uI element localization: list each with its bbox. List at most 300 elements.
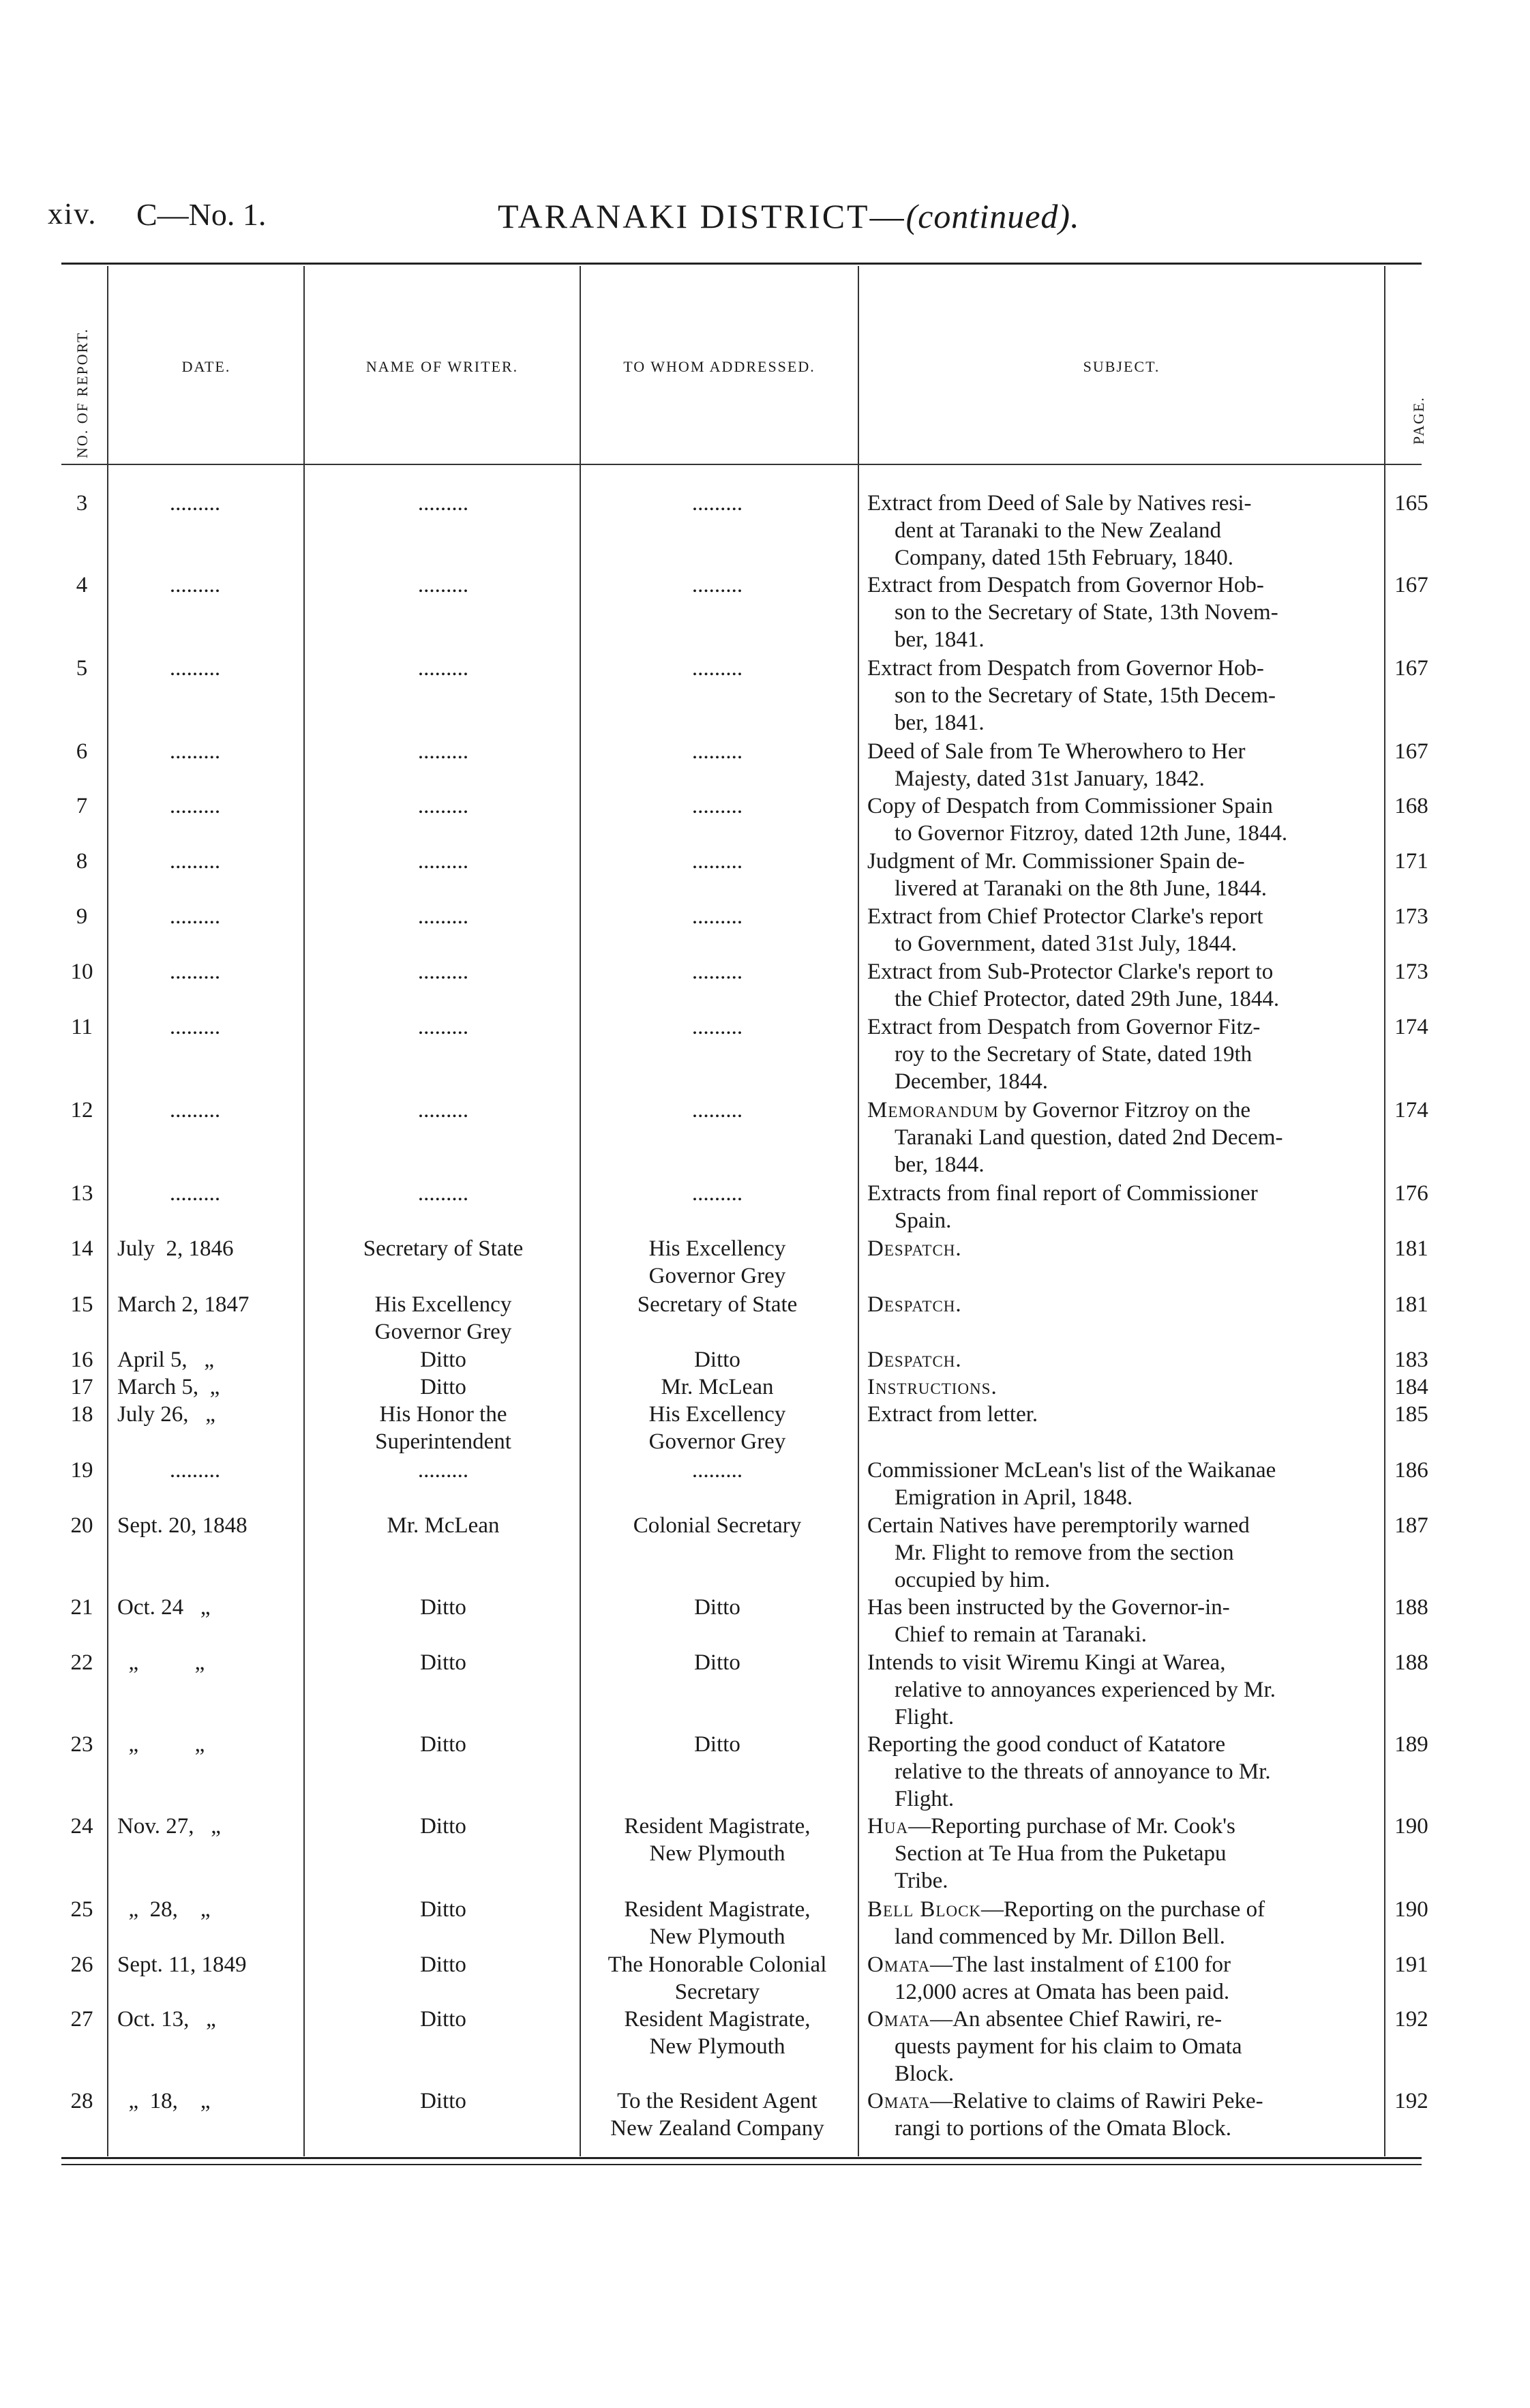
writer-line: His Excellency — [374, 1292, 512, 1317]
page-number: 171 — [1394, 849, 1428, 874]
subject-text: quests payment for his claim to Omata — [895, 2034, 1242, 2059]
subject — [867, 1097, 1380, 1178]
report-date: ......... — [169, 739, 221, 764]
page-number: 188 — [1394, 1650, 1428, 1675]
col-header-writer: NAME OF WRITER. — [365, 358, 519, 375]
subject-heading: Omata — [867, 1952, 931, 1977]
subject-line — [867, 1649, 1380, 1676]
subject-line — [867, 820, 1380, 847]
subject-line — [867, 517, 1380, 544]
addressee-line: New Plymouth — [649, 1841, 785, 1866]
writer-name — [310, 1235, 576, 1262]
subject-text: occupied by him. — [895, 1568, 1051, 1592]
page-number: 165 — [1394, 491, 1428, 516]
subject-line — [867, 738, 1380, 765]
addressee — [581, 1813, 854, 1867]
subject-line — [867, 1346, 1380, 1373]
page-header — [48, 196, 1425, 251]
report-number: 11 — [71, 1015, 93, 1039]
subject-line — [867, 1867, 1380, 1894]
subject — [867, 1346, 1380, 1373]
subject-text: —Relative to claims of Rawiri Peke- — [930, 2089, 1263, 2113]
page-title — [498, 196, 1080, 236]
header-rule — [61, 464, 1422, 465]
addressee — [581, 1401, 854, 1455]
addressee-line: Mr. McLean — [661, 1375, 774, 1399]
subject-text: Judgment of Mr. Commissioner Spain de- — [867, 849, 1245, 874]
writer-name — [310, 1813, 576, 1840]
report-number: 7 — [76, 794, 88, 818]
addressee-line: Resident Magistrate, — [624, 1897, 811, 1922]
page-number: 173 — [1394, 904, 1428, 929]
addressee-line: Resident Magistrate, — [624, 2007, 811, 2032]
subject-line — [867, 1951, 1380, 1978]
subject-text: Extract from Despatch from Governor Hob- — [867, 573, 1264, 597]
subject-text: to Government, dated 31st July, 1844. — [895, 932, 1237, 956]
subject-text: ber, 1841. — [895, 711, 985, 735]
report-date: „ 28, „ — [117, 1897, 211, 1922]
subject-text: Company, dated 15th February, 1840. — [895, 546, 1234, 570]
report-date: ......... — [169, 1015, 221, 1039]
subject-text: Extract from Chief Protector Clarke's report — [867, 904, 1263, 929]
writer-name: ......... — [417, 849, 469, 874]
subject-line — [867, 1235, 1380, 1262]
subject-text: Emigration in April, 1848. — [895, 1485, 1133, 1510]
subject-heading: Despatch. — [867, 1292, 962, 1317]
addressee-line: Ditto — [694, 1650, 740, 1675]
subject-line — [867, 571, 1380, 599]
writer-name — [310, 1373, 576, 1401]
subject-line — [867, 958, 1380, 985]
subject-text: Block. — [895, 2062, 955, 2086]
subject-text: Taranaki Land question, dated 2nd Decem- — [895, 1125, 1283, 1150]
addressee: ......... — [691, 1458, 743, 1483]
addressee-line: New Zealand Company — [610, 2116, 824, 2141]
document-reference: C—No. 1. — [136, 197, 267, 232]
column-divider — [580, 266, 581, 2156]
subject-line — [867, 1151, 1380, 1178]
subject-text: Extract from Deed of Sale by Natives resi- — [867, 491, 1252, 516]
subject-line — [867, 1041, 1380, 1068]
subject — [867, 1457, 1380, 1511]
page-number: 174 — [1394, 1098, 1428, 1123]
page-number: 183 — [1394, 1348, 1428, 1372]
subject-heading: Hua — [867, 1814, 909, 1839]
writer-line: Ditto — [420, 1814, 466, 1839]
report-date: „ 18, „ — [117, 2089, 211, 2113]
writer-name: ......... — [417, 794, 469, 818]
subject-line — [867, 1207, 1380, 1234]
subject — [867, 848, 1380, 902]
subject — [867, 1896, 1380, 1950]
col-header-to: TO WHOM ADDRESSED. — [623, 358, 815, 375]
page-number: 167 — [1394, 573, 1428, 597]
writer-name — [310, 1401, 576, 1455]
page-number: 190 — [1394, 1814, 1428, 1839]
subject-line — [867, 2087, 1380, 2115]
page-number: 192 — [1394, 2089, 1428, 2113]
report-number: 8 — [76, 849, 88, 874]
subject-line — [867, 1512, 1380, 1539]
writer-name — [310, 2006, 576, 2033]
addressee — [581, 1291, 854, 1318]
addressee: ......... — [691, 491, 743, 516]
subject-heading: Memorandum — [867, 1098, 999, 1123]
addressee — [581, 1512, 854, 1539]
subject-line — [867, 1180, 1380, 1207]
subject — [867, 1401, 1380, 1428]
subject-heading: Instructions. — [867, 1375, 997, 1399]
addressee: ......... — [691, 573, 743, 597]
bottom-rule — [61, 2157, 1422, 2159]
addressee: ......... — [691, 794, 743, 818]
addressee — [581, 1731, 854, 1758]
subject-line — [867, 792, 1380, 820]
addressee-line: Ditto — [694, 1732, 740, 1757]
addressee-line: Resident Magistrate, — [624, 1814, 811, 1839]
subject-heading: Despatch. — [867, 1236, 962, 1261]
addressee — [581, 1951, 854, 2006]
subject-line — [867, 709, 1380, 737]
writer-name: ......... — [417, 904, 469, 929]
subject — [867, 1951, 1380, 2006]
report-number: 22 — [70, 1650, 93, 1675]
subject-text: Extract from Despatch from Governor Fitz- — [867, 1015, 1261, 1039]
subject-line — [867, 2060, 1380, 2087]
subject-line — [867, 1758, 1380, 1785]
subject-line — [867, 1704, 1380, 1731]
report-number: 16 — [70, 1348, 93, 1372]
subject-heading: Omata — [867, 2007, 931, 2032]
report-number: 18 — [70, 1402, 93, 1427]
subject-text: Flight. — [895, 1705, 955, 1729]
subject-text: relative to annoyances experienced by Mr. — [895, 1678, 1276, 1702]
writer-name: ......... — [417, 1015, 469, 1039]
addressee: ......... — [691, 656, 743, 681]
addressee-line: Secretary of State — [637, 1292, 798, 1317]
subject-heading: Bell Block — [867, 1897, 982, 1922]
subject-text: to Governor Fitzroy, dated 12th June, 1844. — [895, 821, 1288, 846]
subject — [867, 1731, 1380, 1813]
subject — [867, 1594, 1380, 1648]
subject — [867, 1180, 1380, 1234]
subject — [867, 738, 1380, 792]
title-main: TARANAKI DISTRICT— — [498, 197, 906, 235]
col-header-subject: SUBJECT. — [1083, 358, 1160, 375]
subject-line — [867, 1097, 1380, 1124]
subject-text: —The last instalment of £100 for — [930, 1952, 1231, 1977]
report-date: ......... — [169, 573, 221, 597]
subject-line — [867, 682, 1380, 709]
page-numeral: xiv. — [48, 197, 97, 231]
writer-line: Ditto — [420, 1897, 466, 1922]
subject-text: son to the Secretary of State, 13th Novem- — [895, 600, 1278, 625]
addressee-line: Secretary — [674, 1980, 760, 2004]
subject-line — [867, 2115, 1380, 2142]
writer-line: Ditto — [420, 2007, 466, 2032]
subject-line — [867, 1401, 1380, 1428]
addressee-line: The Honorable Colonial — [608, 1952, 827, 1977]
report-date: March 5, „ — [117, 1375, 220, 1399]
subject-line — [867, 1539, 1380, 1566]
addressee-line: New Plymouth — [649, 2034, 785, 2059]
addressee: ......... — [691, 960, 743, 984]
subject-line — [867, 1566, 1380, 1594]
subject-text: relative to the threats of annoyance to Mr. — [895, 1759, 1271, 1784]
writer-line: Ditto — [420, 1650, 466, 1675]
subject-line — [867, 1621, 1380, 1648]
subject-text: Section at Te Hua from the Puketapu — [895, 1841, 1227, 1866]
page-number: 181 — [1394, 1236, 1428, 1261]
subject-line — [867, 875, 1380, 902]
addressee: ......... — [691, 1181, 743, 1206]
report-date: Oct. 13, „ — [117, 2007, 216, 2032]
report-number: 25 — [70, 1897, 93, 1922]
subject-line — [867, 1978, 1380, 2006]
report-date: ......... — [169, 794, 221, 818]
addressee — [581, 1896, 854, 1950]
subject-line — [867, 1124, 1380, 1151]
subject-text: —Reporting purchase of Mr. Cook's — [908, 1814, 1235, 1839]
subject-text: dent at Taranaki to the New Zealand — [895, 518, 1222, 543]
addressee: ......... — [691, 1098, 743, 1123]
subject-text: —An absentee Chief Rawiri, re- — [930, 2007, 1222, 2032]
subject — [867, 571, 1380, 653]
writer-line: Secretary of State — [363, 1236, 524, 1261]
subject — [867, 490, 1380, 571]
addressee: ......... — [691, 739, 743, 764]
column-divider — [303, 266, 305, 2156]
subject-line — [867, 2006, 1380, 2033]
writer-name: ......... — [417, 960, 469, 984]
subject-line — [867, 1013, 1380, 1041]
page-number: 176 — [1394, 1181, 1428, 1206]
subject-text: 12,000 acres at Omata has been paid. — [895, 1980, 1230, 2004]
subject-text: livered at Taranaki on the 8th June, 1844. — [895, 876, 1268, 901]
subject-line — [867, 765, 1380, 792]
subject-text: Extract from Despatch from Governor Hob- — [867, 656, 1264, 681]
addressee — [581, 1594, 854, 1621]
subject-text: Chief to remain at Taranaki. — [895, 1622, 1148, 1647]
report-number: 23 — [70, 1732, 93, 1757]
column-divider — [1384, 266, 1385, 2156]
subject-line — [867, 655, 1380, 682]
writer-name: ......... — [417, 739, 469, 764]
subject-text: Tribe. — [895, 1869, 948, 1893]
column-divider — [858, 266, 859, 2156]
report-number: 9 — [76, 904, 88, 929]
subject — [867, 655, 1380, 737]
subject-line — [867, 1457, 1380, 1484]
writer-name — [310, 1951, 576, 1978]
subject-text: Copy of Despatch from Commissioner Spain — [867, 794, 1273, 818]
report-number: 28 — [70, 2089, 93, 2113]
subject-text: ber, 1844. — [895, 1153, 985, 1177]
subject — [867, 1512, 1380, 1594]
subject-line — [867, 1813, 1380, 1840]
bottom-rule — [61, 2164, 1422, 2165]
addressee — [581, 2087, 854, 2142]
subject-text: Intends to visit Wiremu Kingi at Warea, — [867, 1650, 1226, 1675]
report-date: ......... — [169, 491, 221, 516]
addressee — [581, 1346, 854, 1373]
page-number: 190 — [1394, 1897, 1428, 1922]
subject-text: ber, 1841. — [895, 627, 985, 652]
page-number: 188 — [1394, 1595, 1428, 1620]
addressee-line: Ditto — [694, 1348, 740, 1372]
writer-line: Ditto — [420, 2089, 466, 2113]
report-number: 21 — [70, 1595, 93, 1620]
writer-name: ......... — [417, 1098, 469, 1123]
report-number: 19 — [70, 1458, 93, 1483]
page-number: 192 — [1394, 2007, 1428, 2032]
report-number: 26 — [70, 1952, 93, 1977]
report-date: ......... — [169, 656, 221, 681]
subject — [867, 1373, 1380, 1401]
subject-line — [867, 1676, 1380, 1704]
report-date: ......... — [169, 960, 221, 984]
subject-line — [867, 1373, 1380, 1401]
writer-name: ......... — [417, 1181, 469, 1206]
subject — [867, 1235, 1380, 1262]
report-date: March 2, 1847 — [117, 1292, 250, 1317]
subject-line — [867, 626, 1380, 653]
report-number: 20 — [70, 1513, 93, 1538]
subject-text: the Chief Protector, dated 29th June, 1844. — [895, 987, 1280, 1011]
writer-name: ......... — [417, 491, 469, 516]
writer-name — [310, 2087, 576, 2115]
report-number: 12 — [70, 1098, 93, 1123]
addressee-line: His Excellency — [648, 1236, 786, 1261]
subject-line — [867, 903, 1380, 930]
subject-text: by Governor Fitzroy on the — [998, 1098, 1251, 1123]
report-number: 3 — [76, 491, 88, 516]
report-date: April 5, „ — [117, 1348, 215, 1372]
report-date: July 2, 1846 — [117, 1236, 234, 1261]
page-number: 173 — [1394, 960, 1428, 984]
addressee: ......... — [691, 904, 743, 929]
top-rule — [61, 263, 1422, 265]
page-number: 181 — [1394, 1292, 1428, 1317]
subject — [867, 1291, 1380, 1318]
report-number: 15 — [70, 1292, 93, 1317]
subject-text: Commissioner McLean's list of the Waikanae — [867, 1458, 1276, 1483]
col-header-no: NO. OF REPORT. — [74, 327, 91, 458]
page-number: 167 — [1394, 739, 1428, 764]
subject — [867, 958, 1380, 1013]
writer-line: Ditto — [420, 1732, 466, 1757]
subject-line — [867, 490, 1380, 517]
writer-line: Governor Grey — [374, 1320, 512, 1344]
subject-line — [867, 985, 1380, 1013]
col-header-date: DATE. — [181, 358, 231, 375]
writer-line: His Honor the — [379, 1402, 507, 1427]
subject-text: roy to the Secretary of State, dated 19th — [895, 1042, 1252, 1067]
report-date: ......... — [169, 904, 221, 929]
writer-name — [310, 1896, 576, 1923]
report-date: ......... — [169, 1098, 221, 1123]
subject-line — [867, 1840, 1380, 1867]
report-date: July 26, „ — [117, 1402, 215, 1427]
writer-line: Ditto — [420, 1348, 466, 1372]
report-number: 10 — [70, 960, 93, 984]
report-date: Sept. 20, 1848 — [117, 1513, 247, 1538]
page-number: 191 — [1394, 1952, 1428, 1977]
writer-line: Ditto — [420, 1595, 466, 1620]
addressee-line: His Excellency — [648, 1402, 786, 1427]
report-date: „ „ — [117, 1650, 205, 1675]
subject-text: Flight. — [895, 1787, 955, 1811]
subject-line — [867, 1068, 1380, 1095]
addressee — [581, 1373, 854, 1401]
addressee — [581, 1649, 854, 1676]
writer-name — [310, 1291, 576, 1346]
subject-line — [867, 2033, 1380, 2060]
addressee-line: Governor Grey — [648, 1429, 786, 1454]
subject-line — [867, 1923, 1380, 1950]
subject-text: Certain Natives have peremptorily warned — [867, 1513, 1250, 1538]
writer-name — [310, 1731, 576, 1758]
addressee-line: To the Resident Agent — [617, 2089, 817, 2113]
writer-name — [310, 1649, 576, 1676]
subject-text: Deed of Sale from Te Wherowhero to Her — [867, 739, 1246, 764]
subject-text: Has been instructed by the Governor-in- — [867, 1595, 1230, 1620]
report-number: 27 — [70, 2007, 93, 2032]
subject — [867, 2087, 1380, 2142]
subject-text: Reporting the good conduct of Katatore — [867, 1732, 1226, 1757]
subject-text: Extract from letter. — [867, 1402, 1038, 1427]
writer-line: Mr. McLean — [387, 1513, 500, 1538]
writer-line: Ditto — [420, 1952, 466, 1977]
report-date: Sept. 11, 1849 — [117, 1952, 247, 1977]
subject-line — [867, 1291, 1380, 1318]
report-number: 17 — [70, 1375, 93, 1399]
subject — [867, 1813, 1380, 1894]
subject-line — [867, 1785, 1380, 1813]
writer-name: ......... — [417, 656, 469, 681]
page-number: 184 — [1394, 1375, 1428, 1399]
page-number: 189 — [1394, 1732, 1428, 1757]
subject-line — [867, 1731, 1380, 1758]
report-date: Oct. 24 „ — [117, 1595, 211, 1620]
writer-name — [310, 1512, 576, 1539]
subject-line — [867, 1896, 1380, 1923]
subject-text: Mr. Flight to remove from the section — [895, 1541, 1234, 1565]
addressee: ......... — [691, 849, 743, 874]
report-number: 6 — [76, 739, 88, 764]
subject-text: Extracts from final report of Commissioner — [867, 1181, 1258, 1206]
column-divider — [107, 266, 108, 2156]
title-continued: (continued). — [905, 197, 1080, 235]
page-number: 168 — [1394, 794, 1428, 818]
report-date: „ „ — [117, 1732, 205, 1757]
report-number: 24 — [70, 1814, 93, 1839]
addressee-line: New Plymouth — [649, 1924, 785, 1949]
writer-name: ......... — [417, 1458, 469, 1483]
subject-text: land commenced by Mr. Dillon Bell. — [895, 1924, 1225, 1949]
report-date: ......... — [169, 1458, 221, 1483]
writer-line: Ditto — [420, 1375, 466, 1399]
writer-line: Superintendent — [375, 1429, 511, 1454]
subject-heading: Omata — [867, 2089, 931, 2113]
subject-text: Extract from Sub-Protector Clarke's report to — [867, 960, 1274, 984]
report-date: Nov. 27, „ — [117, 1814, 221, 1839]
addressee — [581, 1235, 854, 1290]
addressee-line: Governor Grey — [648, 1264, 786, 1288]
writer-name — [310, 1346, 576, 1373]
page-number: 185 — [1394, 1402, 1428, 1427]
subject-line — [867, 1594, 1380, 1621]
